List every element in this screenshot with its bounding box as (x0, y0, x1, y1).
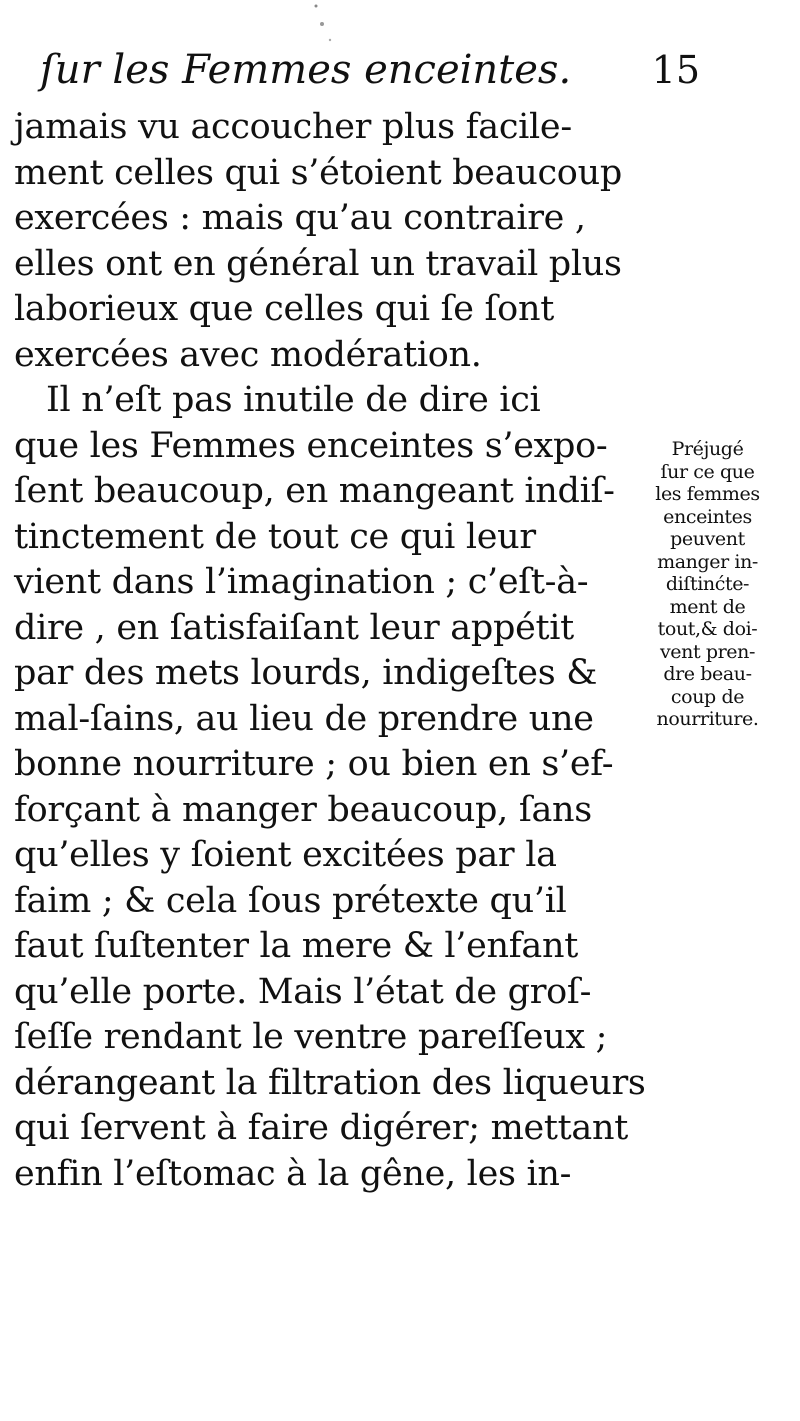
text-line: bonne nourriture ; ou bien en s’ef- (14, 744, 614, 784)
running-header (40, 40, 700, 100)
margin-note-line: coup de (670, 685, 745, 708)
text-line: tinctement de tout ce qui leur (14, 516, 536, 557)
text-line: exercées avec modération. (14, 334, 482, 375)
page-number: 15 (651, 48, 700, 92)
text-line: elles ont en général un travail plus (14, 243, 622, 284)
body-text (14, 105, 646, 1197)
text-line: ſent beaucoup, en mangeant indiſ- (14, 471, 615, 511)
paragraph-first-line: Il n’eſt pas inutile de dire ici (46, 380, 541, 420)
text-line: faut ſuſtenter la mere & l’enfant (14, 926, 578, 966)
text-line: que les Femmes enceintes s’expo- (14, 425, 608, 466)
text-line: exercées : mais qu’au contraire , (14, 198, 586, 238)
text-line: dire , en ſatisfaiſant leur appétit (14, 607, 574, 648)
text-line: enfin l’eſtomac à la gêne, les in- (14, 1153, 572, 1194)
running-title: ſur les Femmes enceintes. (40, 47, 572, 93)
text-line: par des mets lourds, indigeſtes & (14, 653, 598, 693)
text-line: qu’elle porte. Mais l’état de groſ- (14, 971, 592, 1012)
text-line: forçant à manger beaucoup, ſans (14, 789, 592, 830)
text-line: jamais vu accoucher plus facile- (14, 107, 572, 147)
margin-note-line: ment de (669, 595, 746, 618)
margin-note-line: tout,& doi- (657, 618, 758, 640)
text-line: vient dans l’imagination ; c’eſt-à- (14, 562, 589, 602)
text-line: mal-ſains, au lieu de prendre une (14, 698, 594, 739)
text-line: laborieux que celles qui ſe ſont (14, 289, 554, 329)
margin-note-line: nourriture. (656, 708, 759, 730)
margin-note (620, 438, 795, 731)
margin-note-line: ſur ce que (660, 460, 755, 483)
text-line: qu’elles y ſoient excitées par la (14, 835, 557, 875)
margin-note-line: dre beau- (663, 663, 752, 685)
margin-note-line: enceintes (663, 505, 752, 528)
text-line: ment celles qui s’étoient beaucoup (14, 152, 622, 193)
text-line: faim ; & cela ſous prétexte qu’il (14, 880, 567, 921)
margin-note-line: peuvent (670, 528, 745, 550)
margin-note-line: vent pren- (659, 640, 756, 663)
text-line: qui ſervent à faire digérer; mettant (14, 1108, 628, 1148)
margin-note-line: les femmes (655, 483, 760, 505)
text-line: dérangeant la filtration des liqueurs (14, 1062, 646, 1103)
margin-note-line: Préjugé (671, 438, 744, 460)
text-line: ſeſſe rendant le ventre pareſſeux ; (14, 1017, 608, 1057)
margin-note-line: diſtinćte- (665, 573, 750, 595)
margin-note-line: manger in- (657, 550, 758, 573)
